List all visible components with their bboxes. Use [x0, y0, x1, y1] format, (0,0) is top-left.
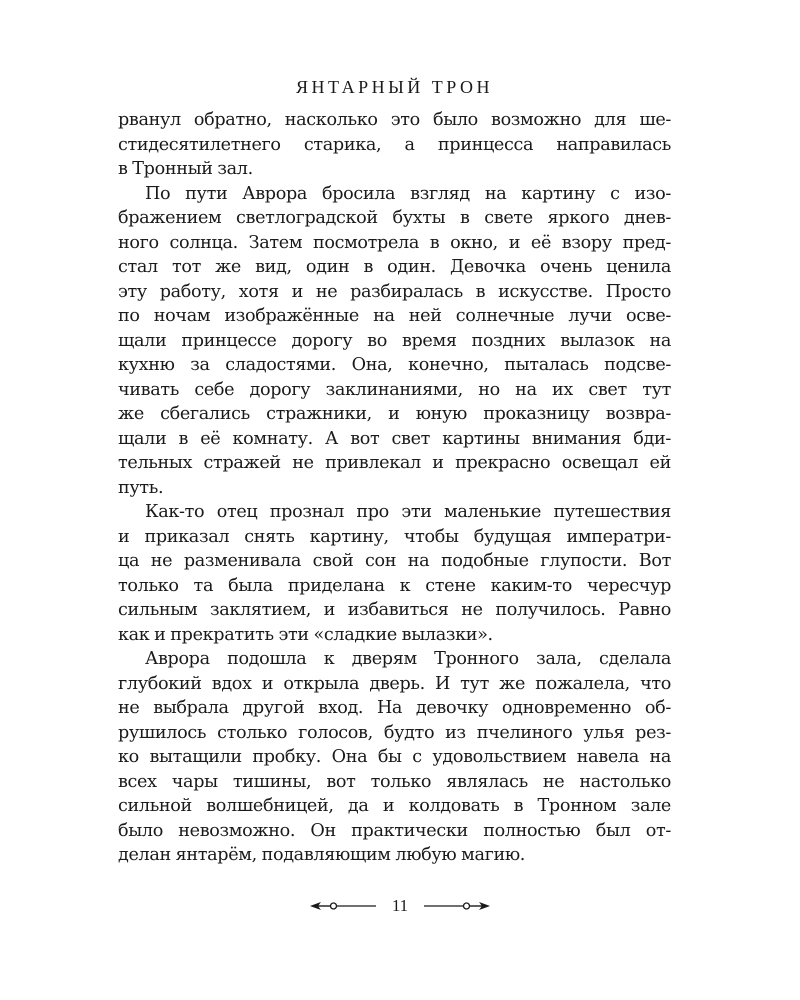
text-line: и приказал снять картину, чтобы будущая императри-	[118, 526, 671, 547]
paragraph	[118, 647, 671, 868]
right-ornament-icon	[422, 900, 490, 912]
text-line: рушилось столько голосов, будто из пчелиного улья рез-	[118, 722, 671, 743]
text-line: делан янтарём, подавляющим любую магию.	[118, 845, 526, 865]
left-ornament-icon	[310, 900, 378, 912]
body-text	[118, 108, 671, 868]
folio	[0, 896, 800, 916]
text-line: стидесятилетнего старика, а принцесса направилась	[118, 134, 671, 155]
text-line: щали в её комнату. А вот свет картины внимания бди-	[118, 428, 671, 449]
text-line: эту работу, хотя и не разбиралась в искусстве. Просто	[118, 281, 671, 302]
text-line: Как-то отец прознал про эти маленькие путешествия	[145, 502, 671, 522]
text-line: было невозможно. Он практически полностью был от-	[118, 820, 671, 841]
text-line: в Тронный зал.	[118, 159, 253, 179]
text-line: щали принцессе дорогу во время поздних вылазок на	[118, 330, 671, 351]
text-line: как и прекратить эти «сладкие вылазки».	[118, 624, 493, 645]
text-line: всех чары тишины, вот только являлась не настолько	[118, 771, 671, 792]
text-line: ца не разменивала свой сон на подобные глупости. Вот	[118, 551, 671, 571]
running-head: ЯНТАРНЫЙ ТРОН	[295, 77, 494, 97]
text-line: только та была приделана к стене каким-то чересчур	[118, 575, 671, 596]
text-line: глубокий вдох и открыла дверь. И тут же пожалела, что	[118, 673, 671, 694]
text-line: тельных стражей не привлекал и прекрасно освещал ей	[118, 453, 671, 473]
text-line: кухню за сладостями. Она, конечно, пыталась подсве-	[118, 355, 671, 375]
book-page	[118, 72, 671, 868]
text-line: рванул обратно, насколько это было возможно для ше-	[118, 110, 671, 130]
paragraph	[118, 182, 671, 501]
text-line: путь.	[118, 477, 164, 498]
text-line: не выбрала другой вход. На девочку одновременно об-	[118, 698, 671, 718]
text-line: сильным заклятием, и избавиться не получилось. Равно	[118, 600, 671, 620]
paragraph	[118, 500, 671, 647]
text-line: По пути Аврора бросила взгляд на картину с изо-	[145, 183, 671, 204]
paragraph	[118, 108, 671, 182]
page-number: 11	[391, 896, 409, 915]
text-line: Аврора подошла к дверям Тронного зала, сделала	[145, 649, 671, 669]
text-line: бражением светлоградской бухты в свете яркого днев-	[118, 208, 671, 228]
text-line: же сбегались стражники, и юную проказницу возвра-	[118, 404, 671, 424]
text-line: стал тот же вид, один в один. Девочка очень ценила	[118, 257, 671, 277]
text-line: ного солнца. Затем посмотрела в окно, и её взору пред-	[118, 232, 671, 253]
text-line: ко вытащили пробку. Она бы с удовольствием навела на	[118, 747, 671, 767]
text-line: чивать себе дорогу заклинаниями, но на их свет тут	[118, 379, 671, 400]
text-line: по ночам изображённые на ней солнечные лучи осве-	[118, 306, 671, 326]
text-line: сильной волшебницей, да и колдовать в Тронном зале	[118, 796, 671, 816]
